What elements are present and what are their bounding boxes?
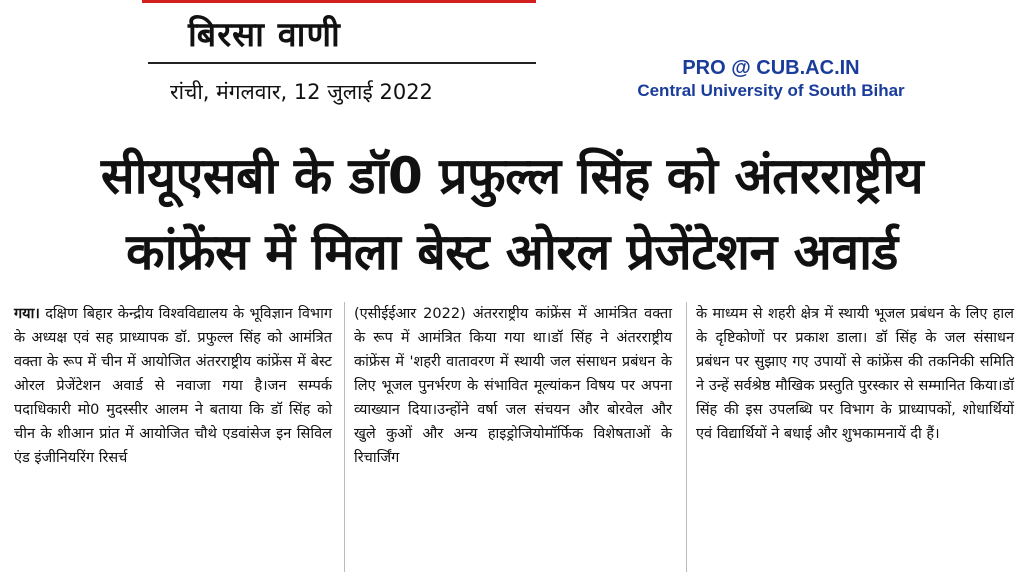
dateline: रांची, मंगलवार, 12 जुलाई 2022 <box>170 80 433 104</box>
masthead-divider <box>148 62 536 64</box>
headline-line-1: सीयूएसबी के डॉ0 प्रफुल्ल सिंह को अंतरराष्ट्रीय <box>100 147 924 205</box>
article-column-1 <box>14 302 332 470</box>
article-column-2: (एसीईईआर 2022) अंतरराष्ट्रीय कांफ्रेंस में आमंत्रित वक्ता के रूप में आमंत्रित किया गया था।डॉ सिंह ने अंतरराष्ट्रीय कांफ्रेंस में 'शहरी वातावरण में स्थायी जल संसाधन प्रबंधन के लिए भूजल पुनर्भरण के संभावित मूल्यांकन विषय पर अपना व्याख्यान दिया।उन्होंने वर्षा जल संचयन और बोरवेल और खुले कुओं और अन्य हाइड्रोजियोमॉर्फिक विशेषताओं के रिचार्जिंग <box>354 306 672 466</box>
pro-email: PRO @ CUB.AC.IN <box>682 57 860 79</box>
column-divider <box>344 302 345 572</box>
article-column-3: के माध्यम से शहरी क्षेत्र में स्थायी भूजल प्रबंधन के लिए हाल के दृष्टिकोणों पर प्रकाश डाला। डॉ सिंह के जल संसाधन प्रबंधन पर सुझाए गए उपायों से कांफ्रेंस की तकनिकी समिति ने उन्हें सर्वश्रेष्ठ मौखिक प्रस्तुति पुरस्कार से सम्मानित किया।डॉ सिंह की इस उपलब्धि पर विभाग के प्राध्यापकों, शोधार्थियों एवं विद्यार्थियों ने बधाई और शुभकामनायें दी हैं। <box>696 306 1014 442</box>
organization-name: Central University of South Bihar <box>637 81 905 100</box>
article-headline <box>10 138 1014 290</box>
headline-line-2: कांफ्रेंस में मिला बेस्ट ओरल प्रेजेंटेशन अवार्ड <box>126 223 898 281</box>
newspaper-masthead: बिरसा वाणी <box>188 15 341 55</box>
pro-credit <box>616 56 926 102</box>
place-lead: गया। <box>14 306 40 322</box>
column-1-text: दक्षिण बिहार केन्द्रीय विश्वविद्यालय के भूविज्ञान विभाग के अध्यक्ष एवं सह प्राध्यापक डॉ. प्रफुल्ल सिंह को आमंत्रित वक्ता के रूप में चीन में आयोजित अंतरराष्ट्रीय कांफ्रेंस में बेस्ट ओरल प्रेजेंटेशन अवार्ड से नवाजा गया है।जन सम्पर्क पदाधिकारी मो0 मुदस्सीर आलम ने बताया कि डॉ सिंह को चीन के शीआन प्रांत में आयोजित चौथे एडवांसेज इन सिविल एंड इंजीनियरिंग रिसर्च <box>14 306 332 466</box>
top-accent-rule <box>142 0 536 3</box>
article-body <box>14 302 1018 572</box>
column-divider <box>686 302 687 572</box>
